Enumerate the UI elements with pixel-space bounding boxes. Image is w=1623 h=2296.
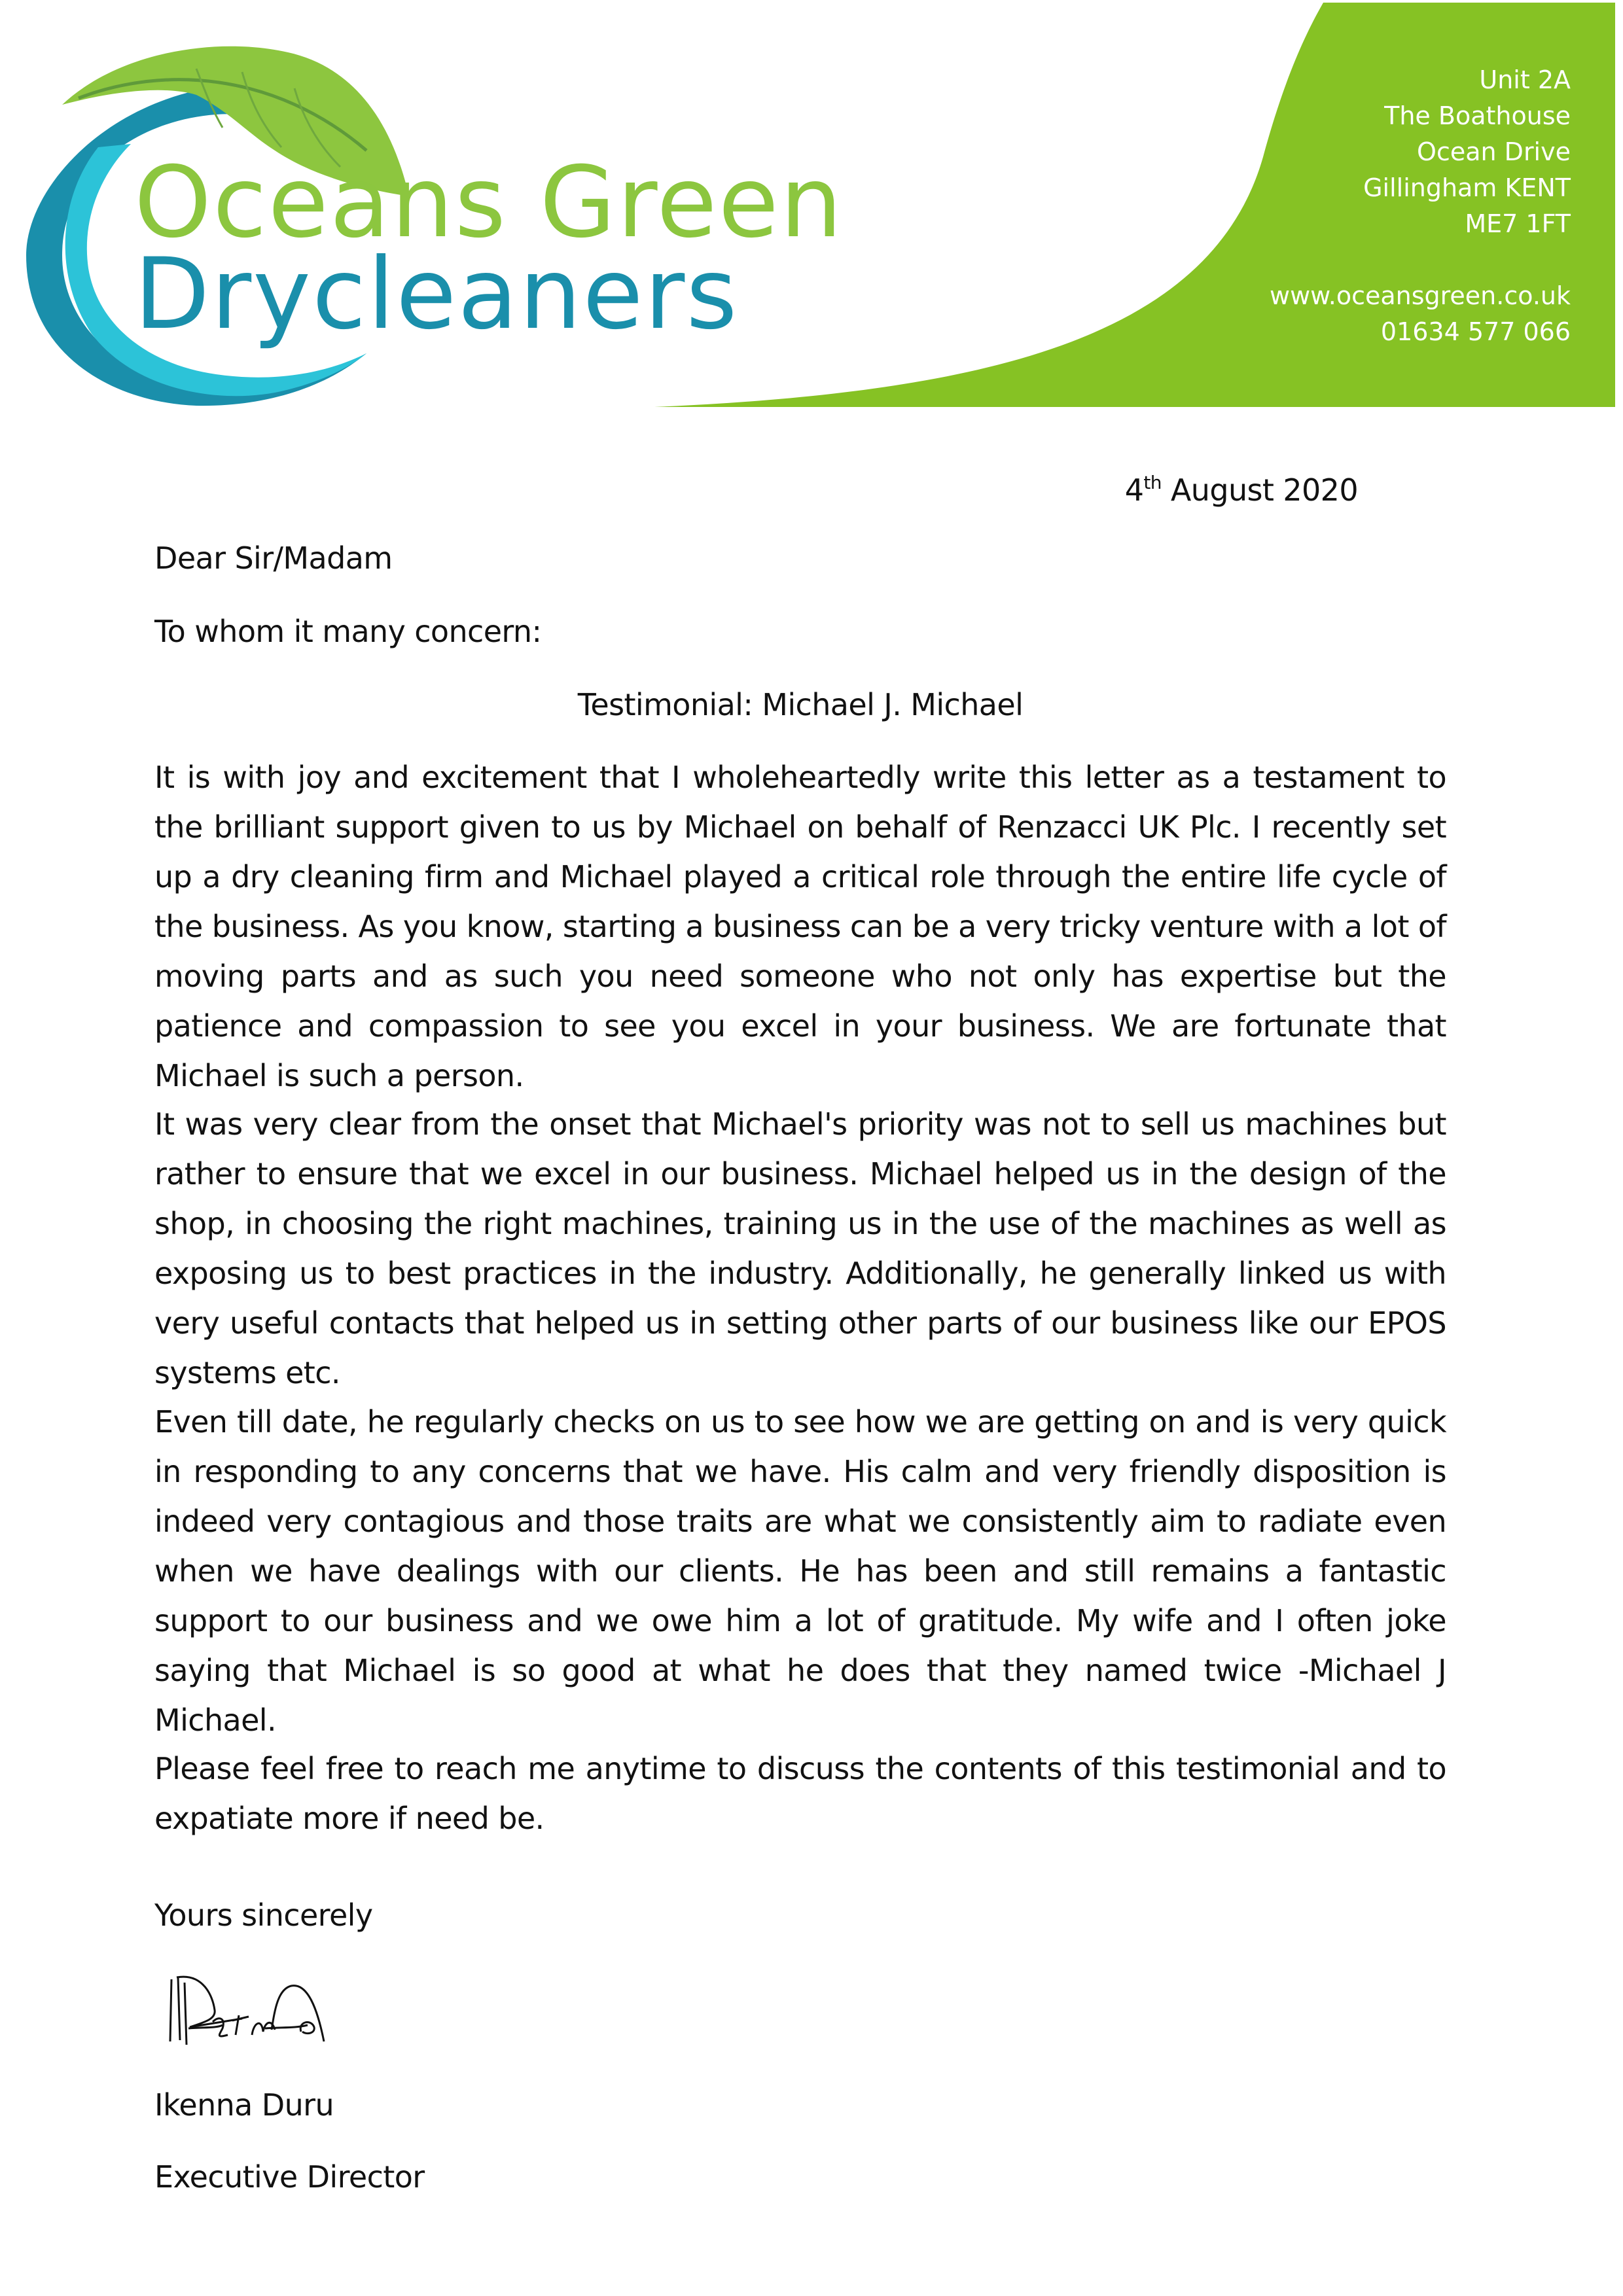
- signature-icon: [151, 1969, 373, 2058]
- company-address: [1270, 62, 1571, 350]
- salutation: Dear Sir/Madam: [154, 540, 393, 576]
- company-phone: 01634 577 066: [1380, 317, 1571, 346]
- address-line: Gillingham KENT: [1363, 173, 1571, 202]
- letter-date: [1125, 472, 1358, 508]
- letter-subject: Testimonial: Michael J. Michael: [577, 687, 1024, 722]
- company-website: www.oceansgreen.co.uk: [1270, 281, 1571, 310]
- address-line: Unit 2A: [1479, 65, 1571, 94]
- body-paragraph-4: Please feel free to reach me anytime to discuss the contents of this testimonial and to expatiate more if need be.: [154, 1751, 1446, 1836]
- address-spacer: [1270, 242, 1571, 278]
- body-paragraph-1: It is with joy and excitement that I wholeheartedly write this letter as a testament to the brilliant support given to us by Michael on behalf of Renzacci UK Plc. I recently set up a dry cleaning firm and Michael played a critical role through the entire life cycle of the business. As you know, starting a business can be a very tricky venture with a lot of moving parts and as such you need someone who not only has expertise but the patience and compassion to see you excel in your business. We are fortunate that Michael is such a person.: [154, 760, 1446, 1093]
- brand-name-line1: Oceans Green: [134, 146, 844, 260]
- body-paragraph-3: Even till date, he regularly checks on us to see how we are getting on and is very quick in responding to any concerns that we have. His calm and very friendly disposition is indeed very contagious and those traits are what we consistently aim to radiate even when we have dealings with our clients. He has been and still remains a fantastic support to our business and we owe him a lot of gratitude. My wife and I often joke saying that Michael is so good at what he does that they named twice -Michael J Michael.: [154, 1404, 1446, 1738]
- address-line: The Boathouse: [1384, 101, 1571, 130]
- date-day: 4: [1124, 472, 1144, 508]
- letterhead: [0, 0, 1623, 432]
- brand-name-line2: Drycleaners: [134, 238, 739, 351]
- closing: Yours sincerely: [154, 1898, 373, 1933]
- address-line: ME7 1FT: [1465, 209, 1571, 238]
- body-paragraph-2: It was very clear from the onset that Michael's priority was not to sell us machines but rather to ensure that we excel in our business. Michael helped us in the design of the shop, in choosing the right machines, training us in the use of the machines as well as exposing us to best practices in the industry. Additionally, he generally linked us with very useful contacts that helped us in setting other parts of our business like our EPOS systems etc.: [154, 1106, 1446, 1390]
- address-line: Ocean Drive: [1417, 137, 1571, 166]
- to-whom-line: To whom it many concern:: [154, 614, 542, 649]
- signer-title: Executive Director: [154, 2159, 425, 2195]
- date-suffix: th: [1143, 472, 1162, 493]
- date-month-year: August 2020: [1161, 472, 1358, 508]
- brand-wordmark: [134, 146, 844, 351]
- signer-name: Ikenna Duru: [154, 2087, 334, 2123]
